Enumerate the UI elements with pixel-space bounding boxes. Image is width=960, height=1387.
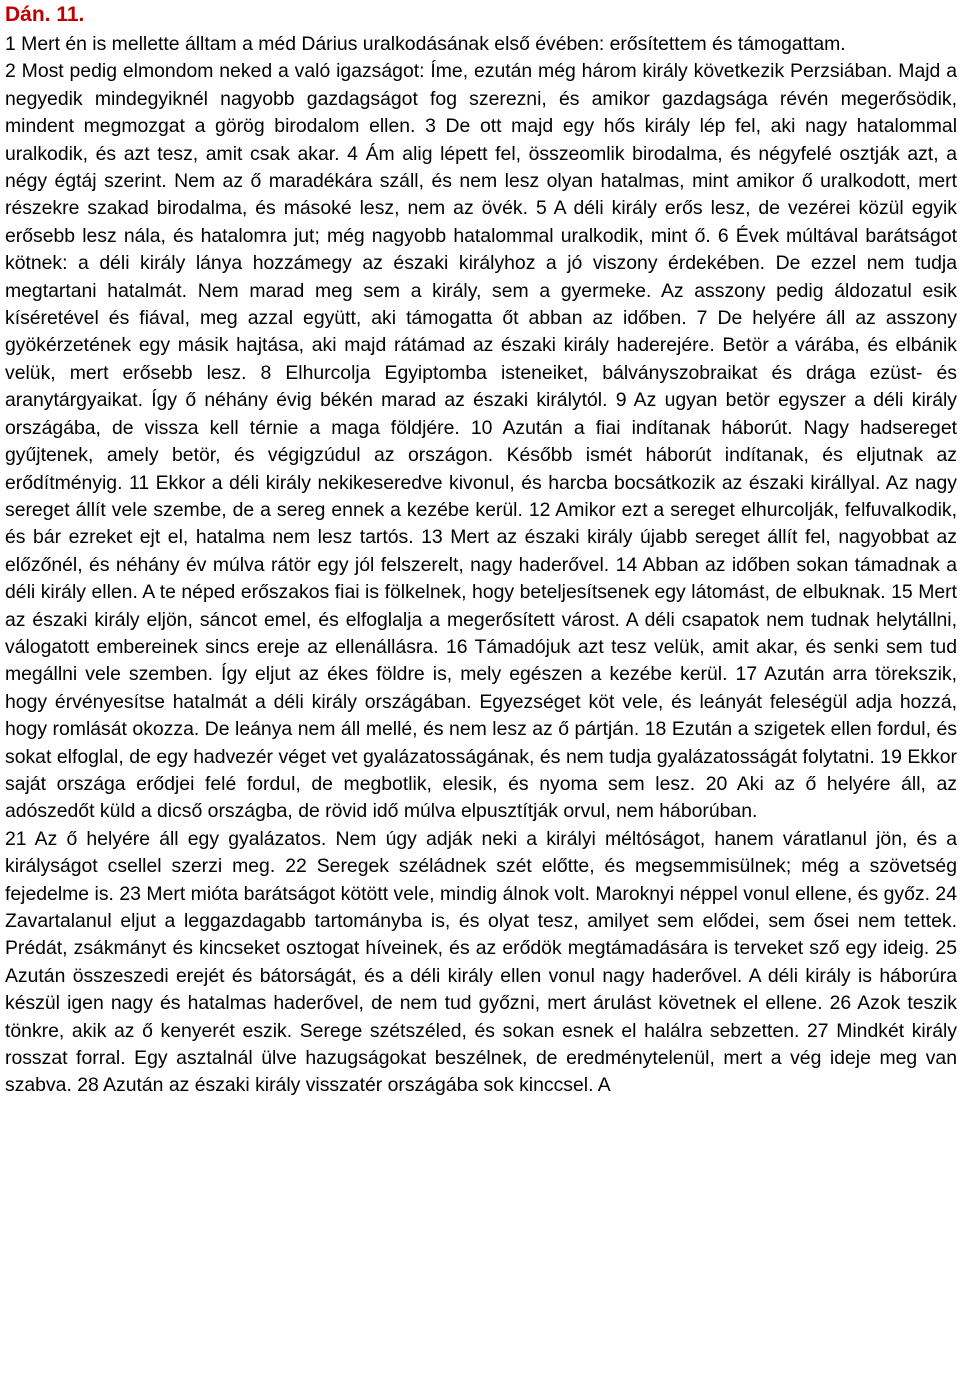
chapter-title: Dán. 11. [5, 3, 85, 26]
paragraph: 2 Most pedig elmondom neked a való igazságot: Íme, ezután még három király következik Perzsiában. Majd a negyedik mindegyiknél nagyobb gazdagságot fog szerezni, és amikor gazdagsága révén megerősödik, mindent megmozgat a görög birodalom ellen. 3 De ott majd egy hős király lép fel, aki nagy hatalommal uralkodik, és azt tesz, amit csak akar. 4 Ám alig lépett fel, összeomlik birodalma, és négyfelé osztják azt, a négy égtáj szerint. Nem az ő maradékára száll, és nem lesz olyan hatalmas, mint amikor ő uralkodott, mert részekre szakad birodalma, és másoké lesz, nem az övék. 5 A déli király erős lesz, de vezérei közül egyik erősebb lesz nála, és hatalomra jut; még nagyobb hatalommal uralkodik, mint ő. 6 Évek múltával barátságot kötnek: a déli király lánya hozzámegy az északi királyhoz a jó viszony érdekében. De ezzel nem tudja megtartani hatalmát. Nem marad meg sem a király, sem a gyermeke. Az asszony pedig áldozatul esik kíséretével és fiával, meg azzal együtt, aki támogatta őt abban az időben. 7 De helyére áll az asszony gyökérzetének egy másik hajtása, aki majd rátámad az északi király haderejére. Betör a várába, és elbánik velük, mert erősebb lesz. 8 Elhurcolja Egyiptomba isteneiket, bálványszobraikat és drága ezüst- és aranytárgyaikat. Így ő néhány évig békén marad az északi királytól. 9 Az ugyan betör egyszer a déli király országába, de vissza kell térnie a maga földjére. 10 Azután a fiai indítanak háborút. Nagy hadsereget gyűjtenek, amely betör, és végigzúdul az országon. Később ismét háborút indítanak, és eljutnak az erődítményig. 11 Ekkor a déli király nekikeseredve kivonul, és harcba bocsátkozik az északi királlyal. Az nagy sereget állít vele szembe, de a sereg ennek a kezébe kerül. 12 Amikor ezt a sereget elhurcolják, felfuvalkodik, és bár ezreket ejt el, hatalma nem lesz tartós. 13 Mert az északi király újabb sereget állít fel, nagyobbat az előzőnél, és néhány év múlva rátör egy jól felszerelt, nagy haderővel. 14 Abban az időben sokan támadnak a déli király ellen. A te néped erőszakos fiai is fölkelnek, hogy beteljesítsenek egy látomást, de elbuknak. 15 Mert az északi király eljön, sáncot emel, és elfoglalja a megerősített várost. A déli csapatok nem tudnak helytállni, válogatott embereinek sincs ereje az ellenállásra. 16 Támadójuk azt tesz velük, amit akar, és senki sem tud megállni vele szemben. Így eljut az ékes földre is, mely egészen a kezébe kerül. 17 Azután arra törekszik, hogy érvényesítse hatalmát a déli király országában. Egyezséget köt vele, és leányát feleségül adja hozzá, hogy romlását okozza. De leánya nem áll mellé, és nem lesz az ő pártján. 18 Ezután a szigetek ellen fordul, és sokat elfoglal, de egy hadvezér véget vet gyalázatosságának, és nem tudja gyalázatosságát folytatni. 19 Ekkor saját országa erődjei felé fordul, de megbotlik, elesik, és nyoma sem lesz. 20 Aki az ő helyére áll, az adószedőt küld a dicső országba, de rövid idő múlva elpusztítják orvul, nem háborúban. [5, 60, 957, 823]
paragraph: 21 Az ő helyére áll egy gyalázatos. Nem úgy adják neki a királyi méltóságot, hanem váratlanul jön, és a királyságot csellel szerzi meg. 22 Seregek széládnek szét előtte, és megsemmisülnek; még a szövetség fejedelme is. 23 Mert mióta barátságot kötött vele, mindig álnok volt. Maroknyi néppel vonul ellene, és győz. 24 Zavartalanul eljut a leggazdagabb tartományba is, és olyat tesz, amilyet sem elődei, sem ősei nem tettek. Prédát, zsákmányt és kincseket osztogat híveinek, és az erődök megtámadására is terveket sző egy ideig. 25 Azután összeszedi erejét és bátorságát, és a déli király ellen vonul nagy haderővel. A déli király is háborúra készül igen nagy és hatalmas haderővel, de nem tud győzni, mert árulást követnek el ellene. 26 Azok teszik tönkre, akik az ő kenyerét eszik. Serege szétszéled, és sokan esnek el halálra sebzetten. 27 Mindkét király rosszat forral. Egy asztalnál ülve hazugságokat beszélnek, de eredménytelenül, mert a vég ideje meg van szabva. 28 Azután az északi király visszatér országába sok kinccsel. A [5, 827, 957, 1097]
paragraph: 1 Mert én is mellette álltam a méd Dárius uralkodásának első évében: erősítettem és támogattam. [5, 33, 846, 55]
document-page [5, 0, 957, 1100]
